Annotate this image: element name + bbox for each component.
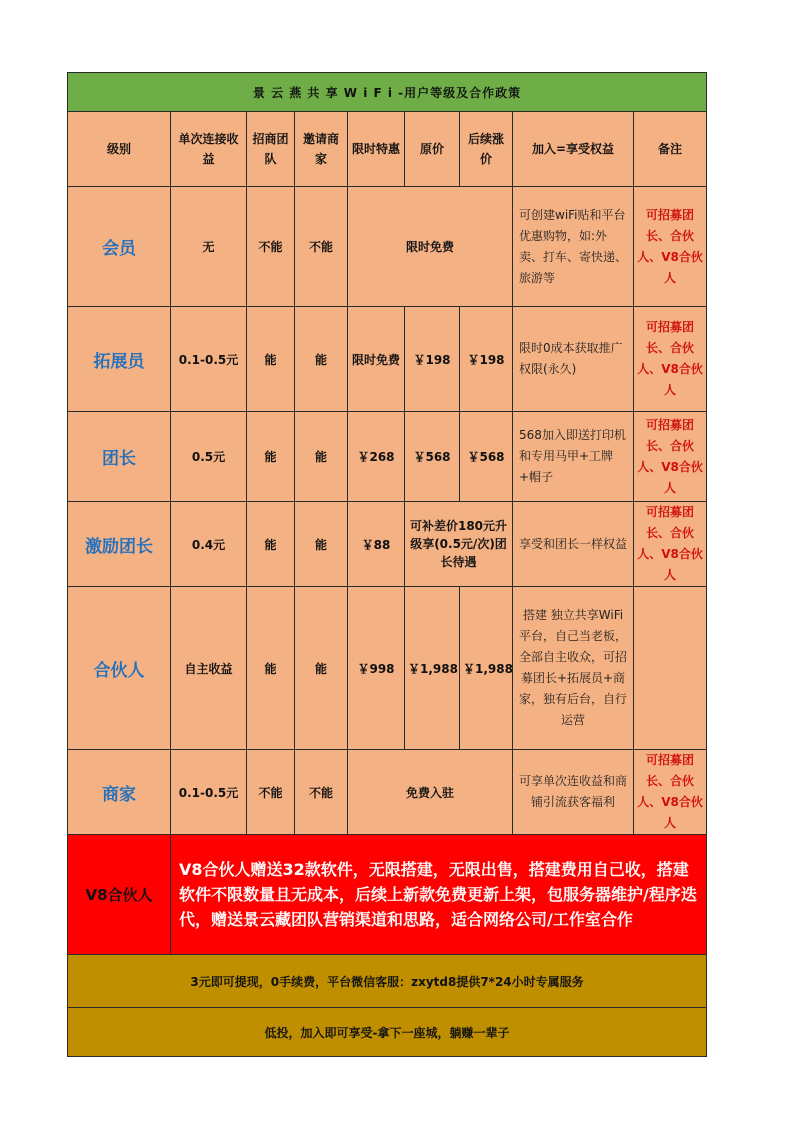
header-notes: 备注 xyxy=(634,112,707,187)
team-cell: 能 xyxy=(247,587,295,750)
level-promoter: 拓展员 xyxy=(68,307,171,412)
level-leader: 团长 xyxy=(68,412,171,502)
header-limited: 限时特惠 xyxy=(348,112,405,187)
team-cell: 能 xyxy=(247,412,295,502)
header-level: 级别 xyxy=(68,112,171,187)
level-merchant: 商家 xyxy=(68,750,171,835)
service-row xyxy=(68,955,707,1008)
income-cell: 0.5元 xyxy=(171,412,247,502)
title-row xyxy=(68,73,707,112)
benefits-cell: 享受和团长一样权益 xyxy=(513,502,634,587)
original-cell: ￥1,988 xyxy=(405,587,460,750)
level-member: 会员 xyxy=(68,187,171,307)
invite-cell: 不能 xyxy=(295,187,348,307)
renewal-cell: ￥198 xyxy=(460,307,513,412)
header-benefits: 加入=享受权益 xyxy=(513,112,634,187)
price-cell: 免费入驻 xyxy=(348,750,513,835)
limited-cell: ￥998 xyxy=(348,587,405,750)
policy-table xyxy=(67,72,707,1057)
page-title: 景 云 燕 共 享 W i F i -用户等级及合作政策 xyxy=(68,73,707,112)
v8-description: V8合伙人赠送32款软件，无限搭建，无限出售，搭建费用自己收，搭建软件不限数量且无成本，后续上新款免费更新上架，包服务器维护/程序迭代，赠送景云藏团队营销渠道和思路，适合网络公司/工作室合作 xyxy=(171,835,707,955)
slogan-row xyxy=(68,1008,707,1057)
team-cell: 不能 xyxy=(247,187,295,307)
limited-cell: ￥268 xyxy=(348,412,405,502)
benefits-cell: 搭建 独立共享WiFi平台，自己当老板，全部自主收众，可招募团长+拓展员+商家，独有后台，自行运营 xyxy=(513,587,634,750)
team-cell: 不能 xyxy=(247,750,295,835)
header-row xyxy=(68,112,707,187)
original-cell: ￥198 xyxy=(405,307,460,412)
table-row xyxy=(68,187,707,307)
v8-row xyxy=(68,835,707,955)
level-incentive: 激励团长 xyxy=(68,502,171,587)
table-row xyxy=(68,412,707,502)
benefits-cell: 可创建wiFi贴和平台优惠购物，如:外卖、打车、寄快递、旅游等 xyxy=(513,187,634,307)
renewal-cell: ￥568 xyxy=(460,412,513,502)
note-cell: 可招募团长、合伙人、V8合伙人 xyxy=(634,502,707,587)
table-row xyxy=(68,307,707,412)
invite-cell: 能 xyxy=(295,587,348,750)
header-team: 招商团队 xyxy=(247,112,295,187)
renewal-cell: ￥1,988 xyxy=(460,587,513,750)
policy-sheet xyxy=(67,72,706,1057)
note-cell: 可招募团长、合伙人、V8合伙人 xyxy=(634,307,707,412)
income-cell: 0.4元 xyxy=(171,502,247,587)
invite-cell: 能 xyxy=(295,307,348,412)
invite-cell: 能 xyxy=(295,502,348,587)
team-cell: 能 xyxy=(247,307,295,412)
service-text: 3元即可提现，0手续费，平台微信客服：zxytd8提供7*24小时专属服务 xyxy=(68,955,707,1008)
table-row xyxy=(68,750,707,835)
v8-label: V8合伙人 xyxy=(68,835,171,955)
header-income: 单次连接收益 xyxy=(171,112,247,187)
header-original: 原价 xyxy=(405,112,460,187)
original-cell: ￥568 xyxy=(405,412,460,502)
upgrade-cell: 可补差价180元升级享(0.5元/次)团长待遇 xyxy=(405,502,513,587)
benefits-cell: 568加入即送打印机和专用马甲+工牌+帽子 xyxy=(513,412,634,502)
benefits-cell: 限时0成本获取推广权限(永久) xyxy=(513,307,634,412)
limited-cell: ￥88 xyxy=(348,502,405,587)
note-cell xyxy=(634,587,707,750)
benefits-cell: 可享单次连收益和商铺引流获客福利 xyxy=(513,750,634,835)
note-cell: 可招募团长、合伙人、V8合伙人 xyxy=(634,750,707,835)
note-cell: 可招募团长、合伙人、V8合伙人 xyxy=(634,187,707,307)
invite-cell: 不能 xyxy=(295,750,348,835)
limited-cell: 限时免费 xyxy=(348,307,405,412)
table-row xyxy=(68,587,707,750)
invite-cell: 能 xyxy=(295,412,348,502)
level-partner: 合伙人 xyxy=(68,587,171,750)
table-row xyxy=(68,502,707,587)
price-cell: 限时免费 xyxy=(348,187,513,307)
slogan-text: 低投，加入即可享受-拿下一座城，躺赚一辈子 xyxy=(68,1008,707,1057)
header-renewal: 后续涨价 xyxy=(460,112,513,187)
income-cell: 0.1-0.5元 xyxy=(171,750,247,835)
team-cell: 能 xyxy=(247,502,295,587)
income-cell: 自主收益 xyxy=(171,587,247,750)
income-cell: 无 xyxy=(171,187,247,307)
header-invite: 邀请商家 xyxy=(295,112,348,187)
note-cell: 可招募团长、合伙人、V8合伙人 xyxy=(634,412,707,502)
income-cell: 0.1-0.5元 xyxy=(171,307,247,412)
